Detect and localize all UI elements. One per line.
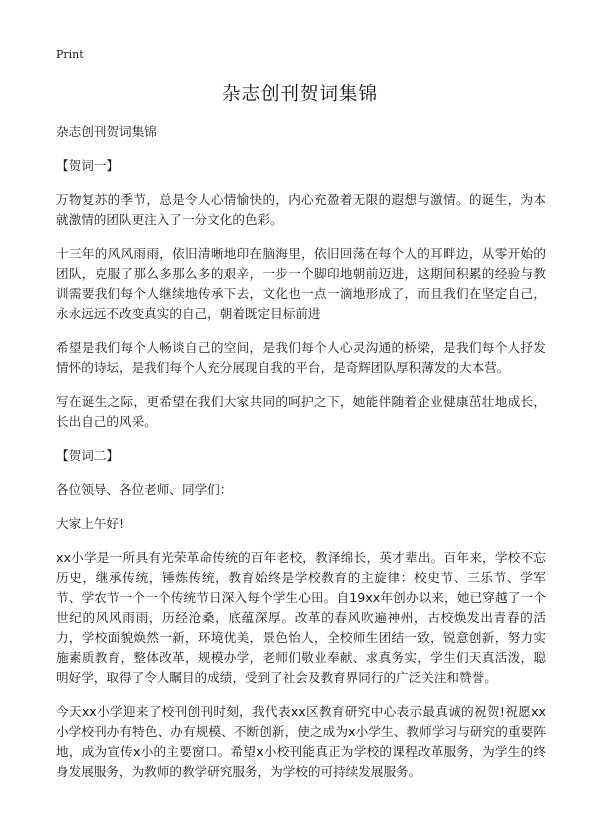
greeting: 大家上午好! [56,516,125,531]
salutation: 各位领导、各位老师、同学们： [56,482,233,497]
print-link[interactable]: Print [56,48,84,61]
document-body [56,122,546,796]
page-title: 杂志创刊贺词集锦 [221,84,378,105]
paragraph: 写在诞生之际，更希望在我们大家共同的呵护之下，她能伴随着企业健康茁壮地成长，长出自己的风采。 [56,394,546,429]
paragraph: xx小学是一所具有光荣革命传统的百年老校，教泽绵长，英才辈出。百年来，学校不忘历史，继承传统，锤炼传统，教育始终是学校教育的主旋律：校史节、三乐节、学军节、学农节一个一个传统节日深入每个学生心田。自19xx年创办以来，她已穿越了一个世纪的风风雨雨，历经沧桑，底蕴深厚。改革的春风吹遍神州，古校焕发出青春的活力，学校面貌焕然一新，环境优美，景色怡人，全校师生团结一致，锐意创新，努力实施素质教育，整体改革，规模办学，老师们敬业奉献、求真务实，学生们天真活泼，聪明好学，取得了令人瞩目的成绩，受到了社会及教育界同行的广泛关注和赞誉。 [56,550,546,685]
paragraph: 希望是我们每个人畅谈自己的空间，是我们每个人心灵沟通的桥梁，是我们每个人抒发情怀的诗坛，是我们每个人充分展现自我的平台，是奇辉团队厚积薄发的大本营。 [56,340,546,375]
paragraph: 万物复苏的季节，总是令人心情愉快的，内心充盈着无限的遐想与激情。的诞生，为本就激情的团队更注入了一分文化的色彩。 [56,192,546,227]
paragraph: 今天xx小学迎来了校刊创刊时刻，我代表xx区教育研究中心表示最真诚的祝贺!祝愿xx小学校刊办有特色、办有规模、不断创新，使之成为x小学生、教师学习与研究的重要阵地，成为宣传x小的主要窗口。希望x小校刊能真正为学校的课程改革服务，为学生的终身发展服务，为教师的教学研究服务，为学校的可持续发展服务。 [56,704,546,779]
subtitle: 杂志创刊贺词集锦 [56,124,157,139]
section-heading-2: 【贺词二】 [56,448,119,463]
paragraph: 十三年的风风雨雨，依旧清晰地印在脑海里，依旧回荡在每个人的耳畔边，从零开始的团队，克服了那么多那么多的艰辛，一步一个脚印地朝前迈进，这期间积累的经验与教训需要我们每个人继续地传承下去，文化也一点一滴地形成了，而且我们在坚定自己，永永远远不改变真实的自己，朝着既定目标前进 [56,246,546,321]
section-heading-1: 【贺词一】 [56,158,119,173]
